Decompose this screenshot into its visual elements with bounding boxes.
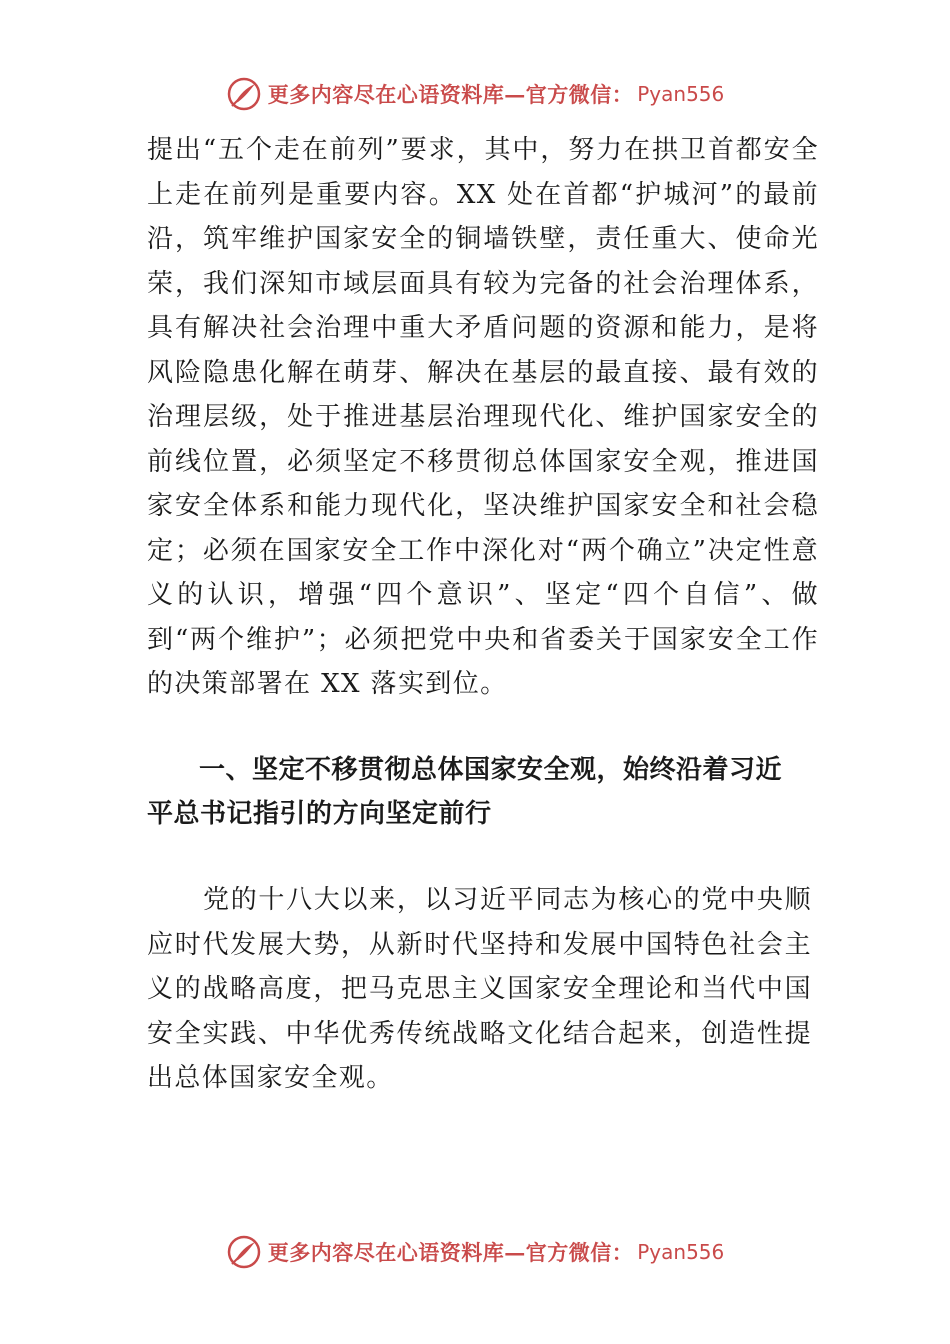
- watermark-text: 更多内容尽在心语资料库—官方微信：: [267, 82, 634, 107]
- feather-logo-icon: [226, 76, 262, 112]
- watermark-text: 更多内容尽在心语资料库—官方微信：: [267, 1240, 634, 1265]
- section-heading-1: 一、坚定不移贯彻总体国家安全观，始终沿着习近平总书记指引的方向坚定前行: [147, 755, 783, 829]
- footer-watermark: [0, 1232, 950, 1272]
- paragraph-section-1: 党的十八大以来，以习近平同志为核心的党中央顺应时代发展大势，从新时代坚持和发展中国特色社会主义的战略高度，把马克思主义国家安全理论和当代中国安全实践、中华优秀传统战略文化结合起来，创造性提出总体国家安全观。: [147, 885, 812, 1093]
- header-watermark: [0, 74, 950, 114]
- paragraph-intro: 提出“五个走在前列”要求，其中，努力在拱卫首都安全上走在前列是重要内容。XX 处在首都“护城河”的最前沿，筑牢维护国家安全的铜墙铁壁，责任重大、使命光荣，我们深知市域层面具有较为完备的社会治理体系，具有解决社会治理中重大矛盾问题的资源和能力，是将风险隐患化解在萌芽、解决在基层的最直接、最有效的治理层级，处于推进基层治理现代化、维护国家安全的前线位置，必须坚定不移贯彻总体国家安全观，推进国家安全体系和能力现代化，坚决维护国家安全和社会稳定；必须在国家安全工作中深化对“两个确立”决定性意义的认识，增强“四个意识”、坚定“四个自信”、做到“两个维护”；必须把党中央和省委关于国家安全工作的决策部署在 XX 落实到位。: [147, 135, 819, 699]
- watermark-wechat-id: Pyan556: [637, 82, 725, 106]
- feather-logo-icon: [226, 1234, 262, 1270]
- watermark-wechat-id: Pyan556: [637, 1240, 725, 1264]
